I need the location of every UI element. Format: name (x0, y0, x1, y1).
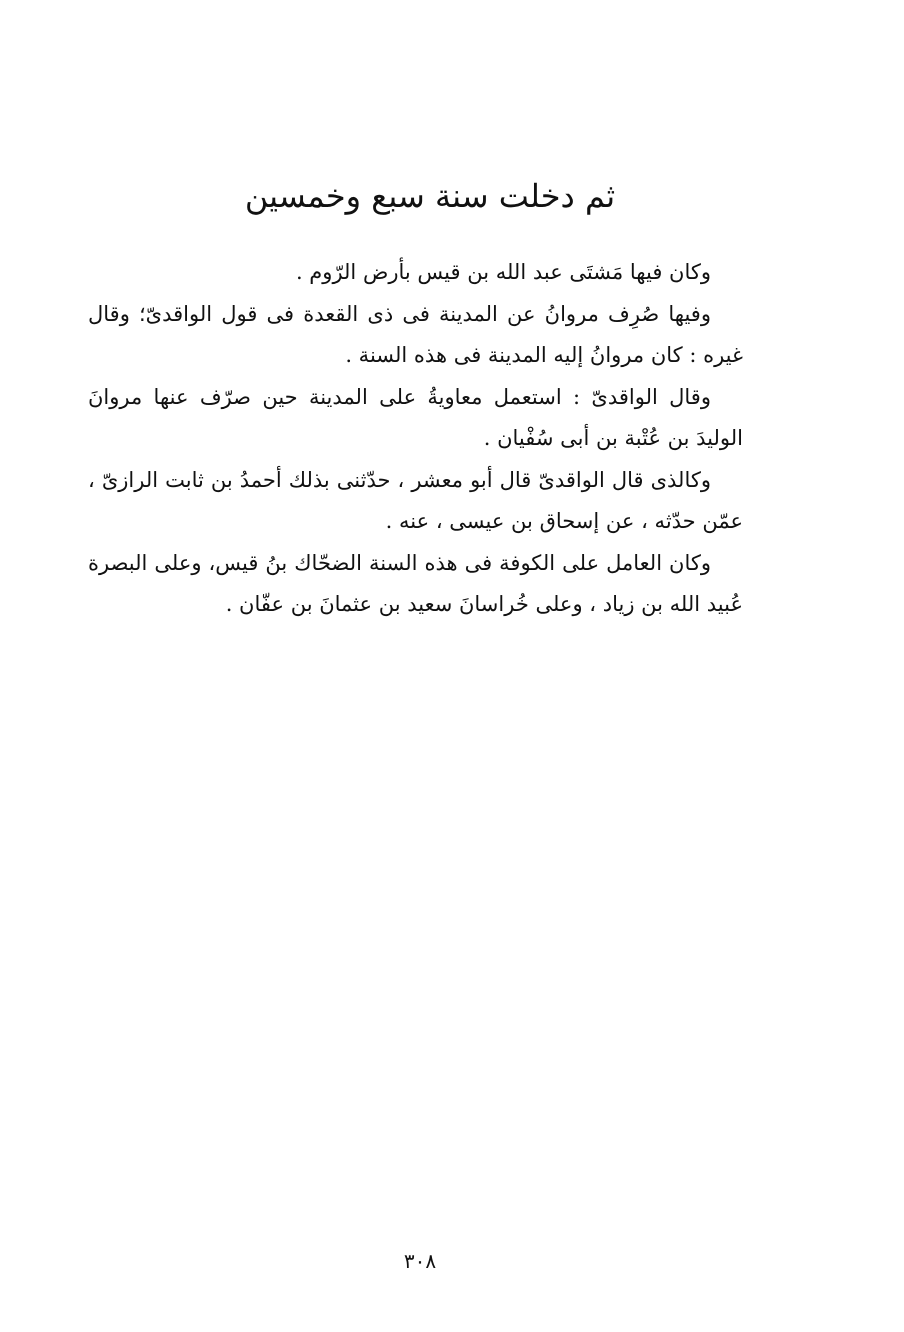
body-text (88, 252, 743, 626)
paragraph: وقال الواقدىّ : استعمل معاويةُ على المدينة حين صرّف عنها مروانَ الوليدَ بن عُتْبة بن أبى سُفْيان . (88, 384, 743, 450)
paragraph: وفيها صُرِف مروانُ عن المدينة فى ذى القعدة فى قول الواقدىّ؛ وقال غيره : كان مروانُ إليه المدينة فى هذه السنة . (88, 301, 743, 367)
page-number: ٣٠٨ (403, 1249, 437, 1273)
section-heading: ثم دخلت سنة سبع وخمسين (244, 177, 616, 215)
paragraph: وكان فيها مَشتَى عبد الله بن قيس بأرض الرّوم . (295, 260, 711, 284)
paragraph: وكان العامل على الكوفة فى هذه السنة الضحّاك بنُ قيس، وعلى البصرة عُبيد الله بن زياد ، وعلى خُراسانَ سعيد بن عثمانَ بن عفّان . (88, 550, 743, 616)
paragraph: وكالذى قال الواقدىّ قال أبو معشر ، حدّثنى بذلك أحمدُ بن ثابت الرازىّ ، عمّن حدّثه ، عن إسحاق بن عيسى ، عنه . (88, 467, 743, 533)
